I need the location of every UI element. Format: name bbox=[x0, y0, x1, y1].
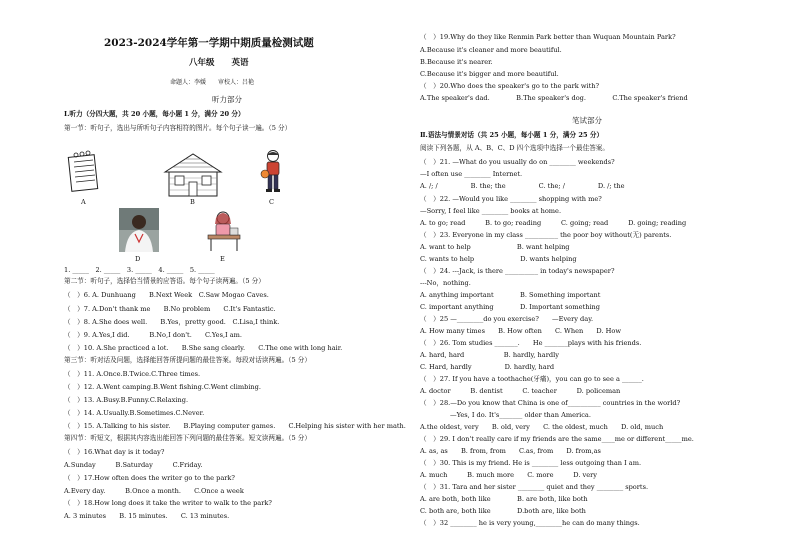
question-26[interactable]: （ ）26. Tom studies _______. He _______plays with his friends. bbox=[420, 339, 642, 347]
question-29[interactable]: （ ）29. I don't really care if my friends are the same____me or different_____me. bbox=[420, 435, 694, 443]
question-20-options: A.The speaker's dad. B.The speaker's dog. C.The speaker's friend bbox=[420, 94, 688, 102]
boy-picture bbox=[260, 149, 286, 197]
question-17[interactable]: （ ）17.How often does the writer go to the park? bbox=[64, 474, 235, 482]
picture-label-c: C bbox=[269, 198, 275, 206]
picture-label-b: B bbox=[190, 198, 195, 206]
question-30[interactable]: （ ）30. This is my friend. He is ________ less outgoing than I am. bbox=[420, 459, 642, 467]
authors-line: 命题人：李媛 审校人：吕艳 bbox=[170, 79, 255, 86]
question-18[interactable]: （ ）18.How long does it take the writer to walk to the park? bbox=[64, 499, 272, 507]
question-22-options: A. to go; read B. to go; reading C. going; read D. going; reading bbox=[420, 219, 687, 227]
question-18-options: A. 3 minutes B. 15 minutes. C. 13 minutes. bbox=[64, 512, 230, 520]
question-19[interactable]: （ ）19.Why do they like Renmin Park better than Wuquan Mountain Park? bbox=[420, 33, 676, 41]
girl-at-desk-picture bbox=[206, 208, 242, 252]
question-31[interactable]: （ ）31. Tara and her sister ________ quiet and they ________ sports. bbox=[420, 483, 649, 491]
part4-instruction: 第四节：听短文，根据其内容选出能回答下列问题的最佳答案。短文读两遍。（5 分） bbox=[64, 434, 311, 442]
answer-blanks[interactable]: 1. _____ 2. _____ 3. _____ 4. _____ 5. _____ bbox=[64, 266, 215, 274]
question-17-options: A.Every day. B.Once a month. C.Once a week bbox=[64, 487, 244, 495]
question-28-options: A.the oldest, very B. old, very C. the oldest, much D. old, much bbox=[420, 423, 664, 431]
question-15[interactable]: （ ）15. A.Talking to his sister. B.Playing computer games. C.Helping his sister with her math. bbox=[64, 422, 406, 430]
house-picture bbox=[161, 152, 225, 198]
question-28-line2: —Yes, I do. It's_______ older than America. bbox=[450, 411, 591, 419]
part1-heading: Ⅰ.听力（分四大题，共 20 小题，每小题 1 分，满分 20 分） bbox=[64, 110, 245, 118]
question-19-option-a: A.Because it's cleaner and more beautiful. bbox=[420, 46, 562, 54]
written-section-title: 笔试部分 bbox=[572, 116, 602, 125]
question-29-options: A. as, as B. from, from C.as, from D. from,as bbox=[420, 447, 601, 455]
question-22[interactable]: （ ）22. —Would you like ________ shopping with me? bbox=[420, 195, 602, 203]
grade-subject: 八年级 英语 bbox=[189, 58, 249, 68]
question-27-options: A. doctor B. dentist C. teacher D. policeman bbox=[420, 387, 621, 395]
question-23-options-ab: A. want to help B. want helping bbox=[420, 243, 570, 251]
question-16-options: A.Sunday B.Saturday C.Friday. bbox=[64, 461, 203, 469]
question-25-options: A. How many times B. How often C. When D. How bbox=[420, 327, 622, 335]
part2-instruction-right: 阅读下列各题，从 A、B、C、D 四个选项中选择一个最佳答案。 bbox=[420, 144, 609, 152]
question-30-options: A. much B. much more C. more D. very bbox=[420, 471, 598, 479]
picture-label-a: A bbox=[81, 198, 86, 206]
question-24-options-ab: A. anything important B. Something important bbox=[420, 291, 601, 299]
question-26-options-ab: A. hard, hard B. hardly, hardly bbox=[420, 351, 559, 359]
question-24[interactable]: （ ）24. ---Jack, is there __________ in today's newspaper? bbox=[420, 267, 615, 275]
question-23-options-cd: C. wants to help D. wants helping bbox=[420, 255, 577, 263]
question-21-line2: —I often use ________ Internet. bbox=[420, 170, 523, 178]
question-26-options-cd: C. Hard, hardly D. hardly, hard bbox=[420, 363, 555, 371]
notebook-picture bbox=[67, 150, 101, 194]
question-11[interactable]: （ ）11. A.Once.B.Twice.C.Three times. bbox=[64, 370, 201, 378]
question-13[interactable]: （ ）13. A.Busy.B.Funny.C.Relaxing. bbox=[64, 396, 189, 404]
question-9[interactable]: （ ）9. A.Yes,I did. B.No,I don't. C.Yes,I am. bbox=[64, 331, 243, 339]
question-19-option-b: B.Because it's nearer. bbox=[420, 58, 493, 66]
part3-instruction: 第三节：听对话及问题，选择能回答所提问题的最佳答案。每段对话读两遍。（5 分） bbox=[64, 356, 311, 364]
question-20[interactable]: （ ）20.Who does the speaker's go to the park with? bbox=[420, 82, 600, 90]
question-16[interactable]: （ ）16.What day is it today? bbox=[64, 448, 165, 456]
athlete-photo bbox=[119, 208, 159, 252]
part2-heading: Ⅱ.语法与情景对话（共 25 小题，每小题 1 分，满分 25 分） bbox=[420, 131, 604, 139]
question-21-options: A. /; / B. the; the C. the; / D. /; the bbox=[420, 182, 625, 190]
question-31-options-cd: C. both are, both like D.both are, like both bbox=[420, 507, 586, 515]
question-21[interactable]: （ ）21. —What do you usually do on ________ weekends? bbox=[420, 158, 615, 166]
question-23[interactable]: （ ）23. Everyone in my class __________ the poor boy without(无) parents. bbox=[420, 231, 672, 239]
part2-instruction: 第二节：听句子，选择恰当情景的应答语。每个句子读两遍。（5 分） bbox=[64, 277, 265, 285]
question-27[interactable]: （ ）27. If you have a toothache(牙痛)，you can go to see a ______. bbox=[420, 375, 644, 383]
question-6[interactable]: （ ）6. A. Dunhuang B.Next Week C.Saw Mogao Caves. bbox=[64, 291, 269, 299]
question-28[interactable]: （ ）28.—Do you know that China is one of__________ countries in the world? bbox=[420, 399, 681, 407]
question-8[interactable]: （ ）8. A.She does well. B.Yes，pretty good. C.Lisa,I think. bbox=[64, 318, 280, 326]
question-10[interactable]: （ ）10. A.She practiced a lot. B.She sang clearly. C.The one with long hair. bbox=[64, 344, 343, 352]
exam-title: 2023-2024学年第一学期中期质量检测试题 bbox=[104, 37, 314, 49]
picture-label-e: E bbox=[220, 255, 225, 263]
question-25[interactable]: （ ）25 —________do you exercise? —Every day. bbox=[420, 315, 594, 323]
question-24-line2: ---No，nothing. bbox=[420, 279, 471, 287]
question-31-options-ab: A. are both, both like B. are both, like both bbox=[420, 495, 588, 503]
question-7[interactable]: （ ）7. A.Don't thank me B.No problem C.It's Fantastic. bbox=[64, 305, 276, 313]
question-12[interactable]: （ ）12. A.Went camping.B.Went fishing.C.Went climbing. bbox=[64, 383, 261, 391]
part1-instruction: 第一节：听句子，选出与所听句子内容相符的图片。每个句子读一遍。（5 分） bbox=[64, 124, 292, 132]
question-22-line2: —Sorry, I feel like ________ books at home. bbox=[420, 207, 562, 215]
listening-section-title: 听力部分 bbox=[212, 95, 242, 104]
picture-label-d: D bbox=[135, 255, 141, 263]
question-32[interactable]: （ ）32 ________ he is very young,________he can do many things. bbox=[420, 519, 640, 527]
question-24-options-cd: C. important anything D. Important something bbox=[420, 303, 601, 311]
question-19-option-c: C.Because it's bigger and more beautiful. bbox=[420, 70, 559, 78]
question-14[interactable]: （ ）14. A.Usually.B.Sometimes.C.Never. bbox=[64, 409, 205, 417]
